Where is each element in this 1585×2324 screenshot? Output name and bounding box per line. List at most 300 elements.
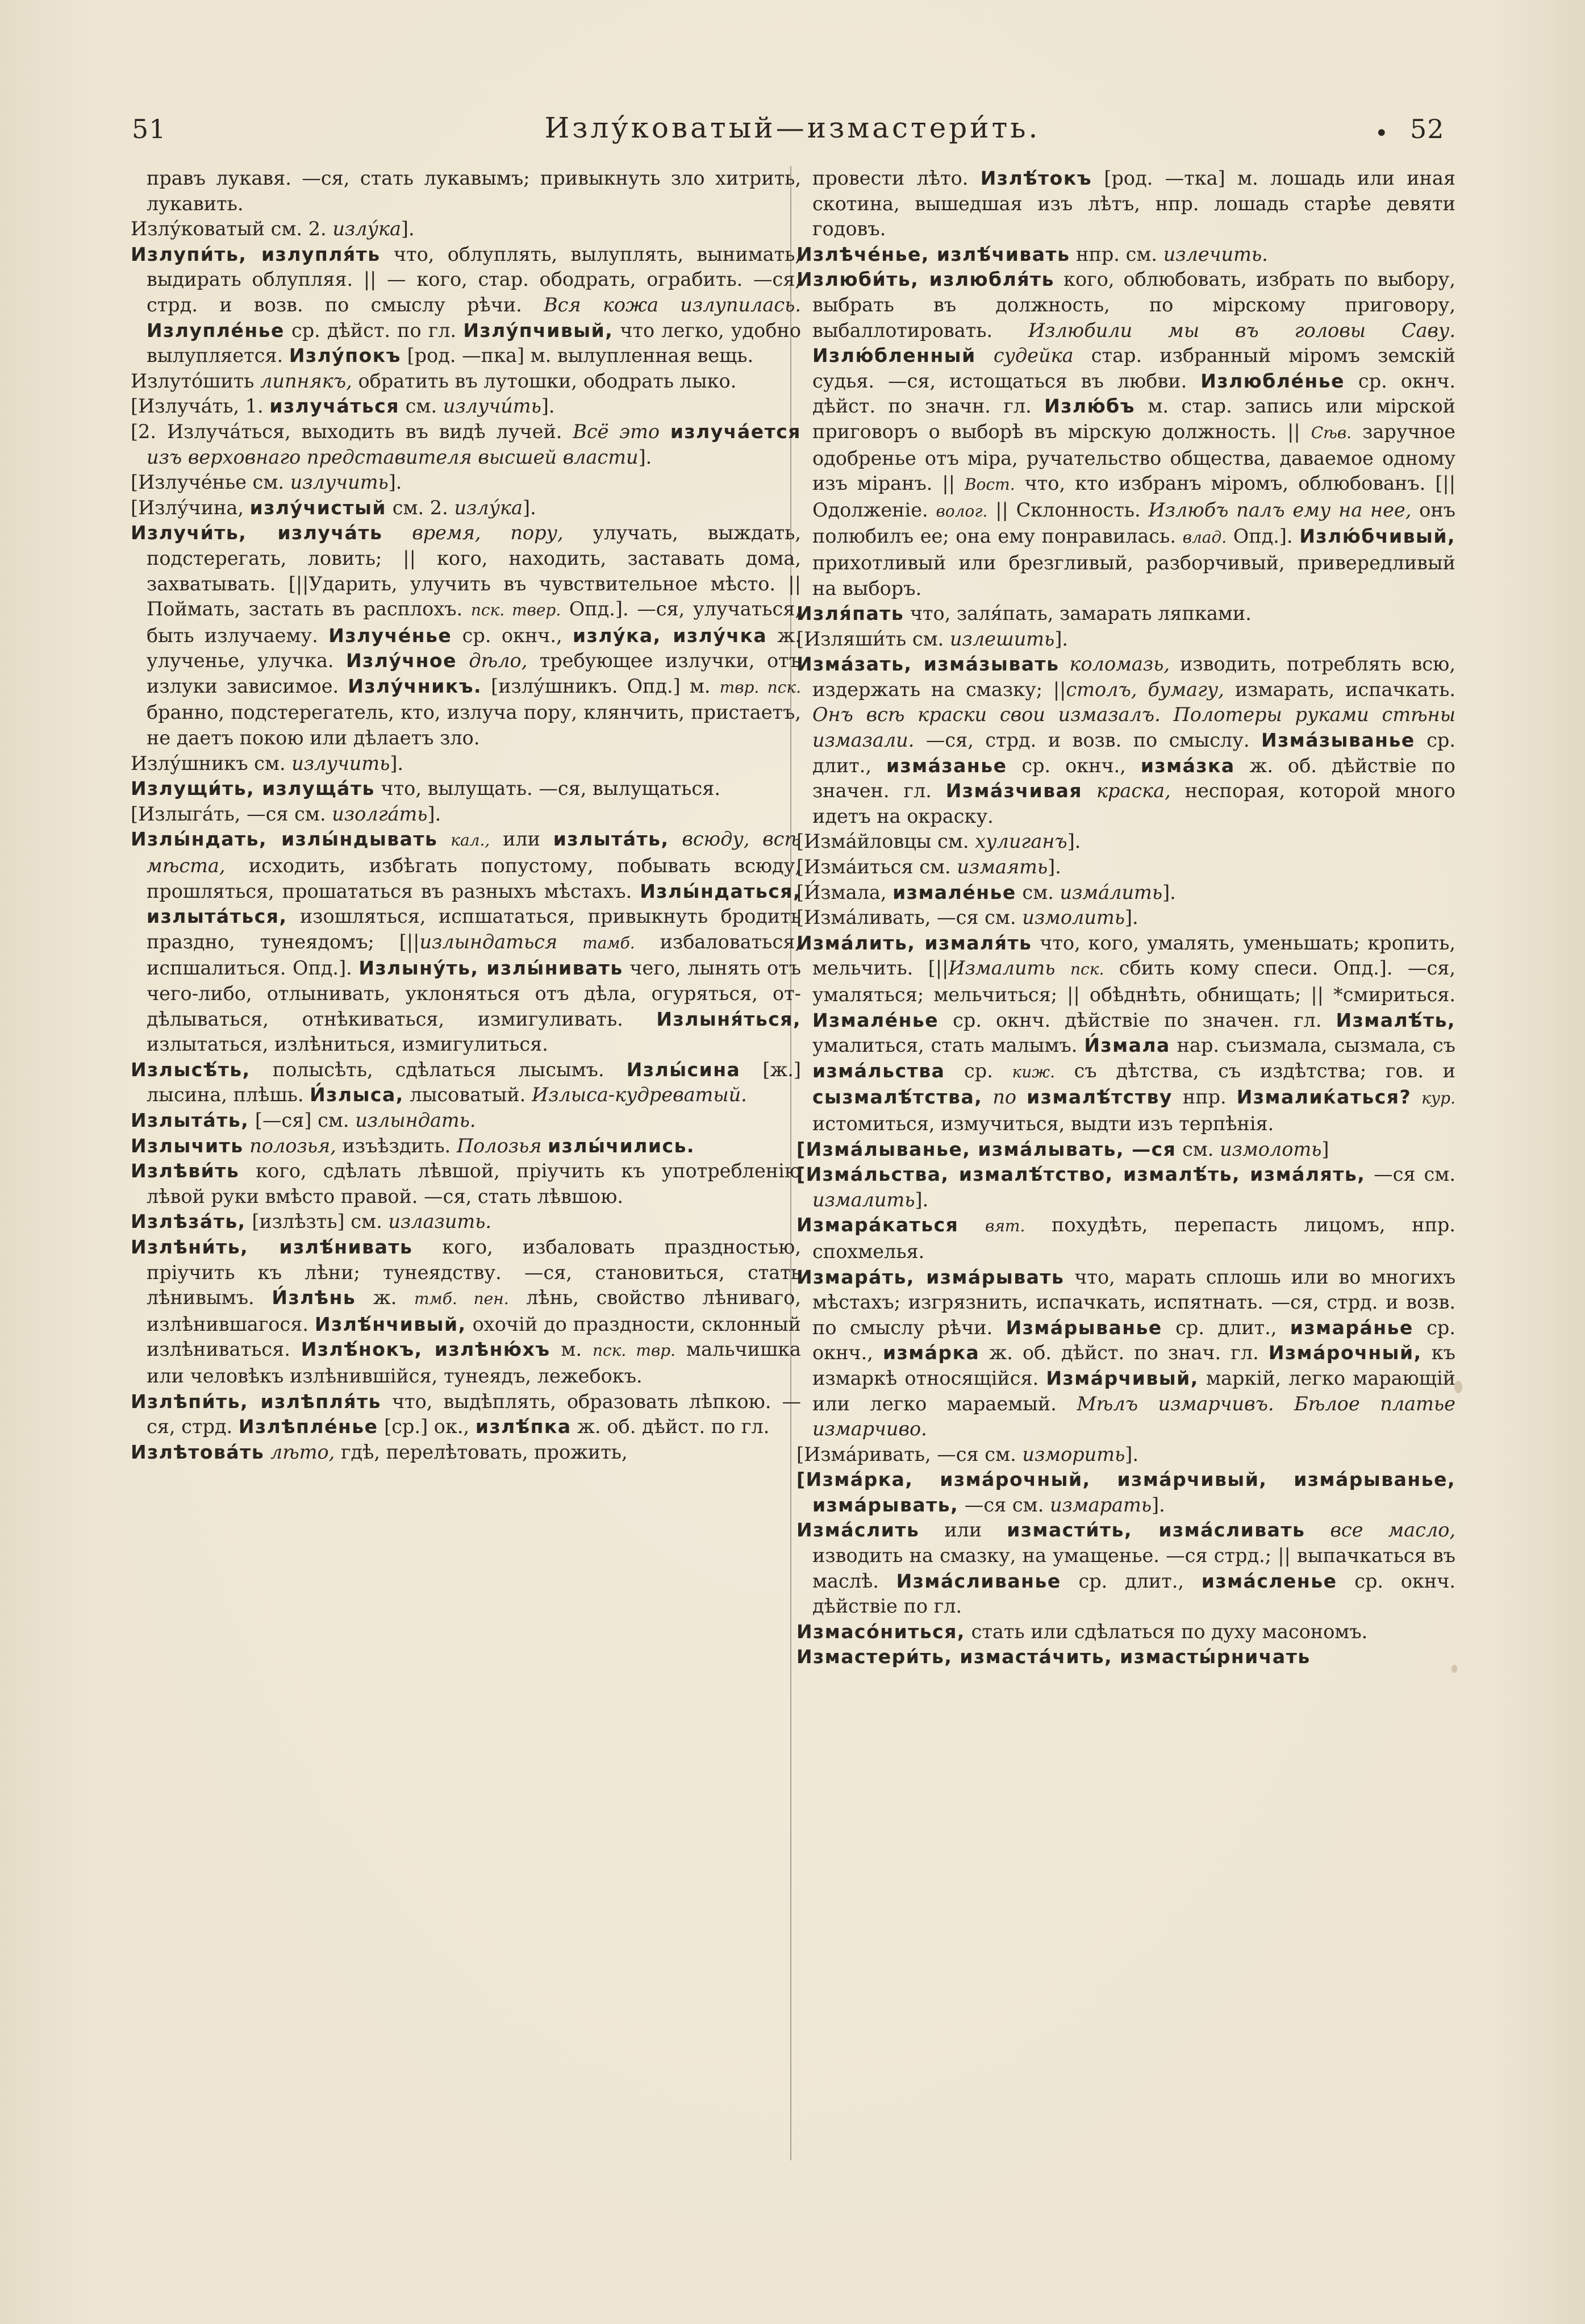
dictionary-entry [796,1162,1455,1213]
headword: Изля́пать [796,602,904,625]
dictionary-entry [796,1619,1455,1645]
entry-text: [Изма́ливать, —ся см. [796,906,1023,929]
italic-text: коломазь, [1069,653,1170,676]
headword: Изма́зчивая [945,780,1083,802]
dictionary-entry [796,1518,1455,1619]
italic-text: излешить [949,627,1055,650]
entry-text: измарать, испачкать. [1224,678,1455,701]
dictionary-entry [796,166,1455,242]
entry-text: кого, сдѣлать лѣвшой, пріучить къ употребленію лѣвой руки вмѣсто правой. —ся, стать лѣвшою. [147,1160,801,1207]
headword: Измара́каться [796,1214,959,1236]
headword: изма́льства [812,1059,945,1082]
dictionary-entry [131,751,801,777]
italic-text: пск. [1070,960,1104,979]
entry-text: [Излу́чина, [131,496,250,519]
entry-text: [Изма́йловцы см. [796,830,975,853]
headword: И́злыса, [310,1084,404,1106]
dictionary-entry [796,267,1455,601]
dictionary-entry [796,1265,1455,1442]
headword: Излѣни́ть, излѣ́нивать [131,1235,413,1258]
headword: Излыта́ть, [131,1109,249,1131]
entry-text: [ср.] ок., [378,1415,476,1438]
entry-text: похудѣть, перепасть лицомъ, нпр. спохмелья. [812,1214,1455,1263]
entry-text: что, заля́пать, замарать ляпками. [904,602,1252,625]
entry-text: см. 2. [386,496,454,519]
dictionary-entry [131,369,801,394]
dictionary-entry [796,1137,1455,1163]
entry-text: ]. [523,496,536,519]
italic-text: излу́ка [454,496,523,519]
headword: Излѣ́нчивый, [314,1313,466,1335]
entry-text: полысѣть, сдѣлаться лысымъ. [250,1058,627,1081]
headword: Излыня́ться, [656,1007,801,1030]
entry-text: лѣнь, свойство лѣниваго, излѣнившагося. [147,1286,801,1335]
italic-text: киж. [1012,1062,1056,1081]
italic-text: излучить [291,752,390,774]
headword: Излучи́ть, излуча́ть [131,522,383,544]
entry-text: || Склонность. [987,498,1149,521]
dictionary-entry [131,242,801,369]
entry-text: Излуто́шить [131,369,261,392]
headword: измале́нье [892,881,1016,903]
headword: изма́занье [886,754,1007,777]
dictionary-entry [796,855,1455,880]
entry-text: ]. [1054,627,1069,650]
italic-text: измолоть [1220,1138,1322,1160]
headword: Излупле́нье [147,319,285,341]
headword: Изма́слить [796,1519,920,1542]
entry-text: [Изляши́ть см. [796,627,950,650]
headword: Излѣ́нокъ, излѣню́хъ [301,1338,550,1361]
entry-text: исходить, избѣгать попустому, побывать всюду, прошляться, прошататься въ разныхъ мѣстахъ. [147,855,801,902]
entry-text: изводить, потреблять всю, издержать на смазку; || [812,653,1455,701]
dictionary-entry [131,827,801,1057]
entry-text: что легко, удобно вылупляется. [147,319,801,367]
dictionary-entry [131,1134,801,1159]
headword: Измасо́ниться, [796,1620,965,1643]
italic-text: изолга́ть [332,802,428,825]
headword: Изма́лить, измаля́ть [796,931,1032,954]
page-number-left: 51 [132,114,166,144]
italic-text: пск. твр. [592,1341,676,1360]
entry-text: Опд.]. —ся, улучаться, быть излучаему. [147,598,802,647]
entry-text: ж. об. дѣйст. по гл. [571,1415,770,1438]
entry-text: ]. [390,752,404,774]
entry-text: съ дѣтства, съ издѣтства; гов. и [1055,1059,1455,1082]
headword: [Изма́рка, изма́рочный, изма́рчивый, изма́рыванье, изма́рывать, [796,1468,1455,1516]
italic-text: Сѣв. [1311,423,1352,442]
entry-text: м. [550,1338,593,1361]
entry-text: ср. окнч. дѣйствіе по значен. гл. [939,1009,1336,1031]
headword: сызмалѣ́тства, [812,1086,983,1109]
entry-text: [Излыга́ть, —ся см. [131,802,332,825]
dictionary-entry [131,520,801,751]
dictionary-entry [131,166,801,216]
dictionary-entry [131,1389,801,1440]
entry-text: ср. длит., [1061,1569,1202,1592]
entry-text [1082,780,1096,802]
entry-text [660,420,670,443]
headword: И́злѣнь [272,1286,356,1309]
dictionary-entry [796,905,1455,931]
entry-text [1016,1086,1027,1108]
entry-text: [излѣзть] см. [245,1210,389,1233]
entry-text: излытаться, излѣниться, измигулиться. [147,1033,548,1056]
entry-text: къ измаркѣ относящійся. [812,1342,1455,1389]
headword: Излущи́ть, излуща́ть [131,777,375,800]
headword: Излы́ндаться, излыта́ться, [147,880,801,928]
headword: Измалѣ́ть, [1336,1009,1455,1031]
entry-text: ] [1321,1138,1329,1160]
headword: Излѣ́токъ [980,167,1092,189]
italic-text: столъ, бумагу, [1066,678,1224,701]
entry-text: нпр. [1172,1086,1237,1109]
italic-text: волог. [936,501,988,520]
entry-text: провести лѣто. [812,167,981,189]
entry-text [1060,653,1070,675]
headword: Излуче́нье [328,624,452,647]
italic-text: излу́ка [332,218,401,240]
italic-text: вят. [985,1217,1025,1236]
headword: Излюби́ть, излюбля́ть [796,268,1055,291]
entry-text [669,828,682,850]
italic-text: время, пору, [412,522,564,544]
dictionary-entry [131,1235,801,1389]
italic-text: твр. пск. [719,677,801,697]
entry-text: маркій, легко марающій или легко мараемый. [812,1367,1455,1415]
dictionary-entry [796,829,1455,855]
entry-text: ср. окнч., [452,624,573,647]
entry-text: кого, избаловать праздностью, пріучить къ лѣни; тунеядству. —ся, становиться, стать лѣнивымъ. [147,1235,801,1309]
headword: [Изма́лыванье, изма́лывать, —ся [796,1138,1177,1160]
entry-text: что, кто избранъ міромъ, облюбованъ. [||Одолженіе. [812,472,1455,521]
entry-text: прихотливый или брезгливый, разборчивый, привередливый на выборъ. [812,551,1455,599]
entry-text: стать или сдѣлаться по духу масономъ. [965,1620,1368,1643]
headword: изма́зка [1140,754,1235,777]
entry-text: ]. [1152,1493,1165,1516]
headword: Изма́рчивый, [1046,1367,1199,1389]
headword: И́змала [1084,1034,1170,1057]
headword: изма́рка [882,1342,980,1364]
dictionary-entry [796,1213,1455,1264]
headword: Излычить [131,1134,244,1157]
italic-text: по [992,1086,1017,1109]
dictionary-entry [796,880,1455,906]
dictionary-entry [796,931,1455,1137]
italic-text: все масло, [1330,1519,1456,1542]
entry-text: м. стар. запись или мірской приговоръ о выборѣ въ мірскую должность. || [812,395,1456,443]
headword: Изма́рочный, [1268,1342,1422,1364]
italic-text: всюду, всѣ мѣста, [147,828,801,877]
entry-text: мальчишка или человѣкъ излѣнившійся, тунеядъ, лежебокъ. [147,1338,801,1387]
entry-text [382,522,412,544]
entry-text: —ся см. [1365,1163,1455,1186]
headword: Излу́чное [346,649,457,672]
italic-text: Полозья [456,1134,542,1157]
headword: Излѣпи́ть, излѣпля́ть [131,1390,381,1413]
headword: Излу́чникъ. [348,674,482,697]
dictionary-entry [131,1209,801,1235]
entry-text [958,1214,985,1236]
entry-text: сбить кому спеси. Опд.]. —ся, умаляться; мельчиться; || обѣднѣть, обнищать; || *смириться. [812,957,1455,1006]
entry-text [437,828,451,850]
dictionary-entry [796,242,1455,268]
italic-text: Излюбъ палъ ему на нее, [1148,498,1412,521]
headword: изма́сленье [1201,1569,1337,1592]
italic-text: измолить [1022,906,1125,929]
entry-text: ж. об. дѣйст. по знач. гл. [979,1342,1269,1364]
entry-text: что, вылущать. —ся, вылущаться. [374,777,720,800]
italic-text: изма́лить [1060,881,1163,903]
entry-text: стар. избранный міромъ земскій судья. —ся, истощаться въ любви. [812,344,1456,392]
entry-text: см. 2. [270,218,333,240]
entry-text [457,649,469,672]
entry-text [541,1135,548,1157]
dictionary-entry [131,394,801,419]
italic-text: излучить [290,471,389,494]
entry-text: ср. окнч. дѣйствіе по гл. [812,1569,1455,1618]
entry-text [557,931,582,953]
headword: Излѣче́нье, излѣ́чивать [796,243,1070,265]
headword: Излу́покъ [289,344,401,367]
italic-text: тмб. пен. [414,1289,509,1309]
paper-stain [1451,1665,1457,1673]
entry-text: изъѣздить. [336,1134,457,1157]
entry-text: ]. [388,471,402,494]
italic-text: кур. [1421,1089,1455,1108]
headword: Излѣза́ть, [131,1210,246,1233]
headword: Излѣтова́ть [131,1440,265,1463]
headword: Излу́пчивый, [463,319,614,341]
headword: Измале́нье [812,1009,939,1031]
entry-text [1056,957,1070,979]
entry-text: ср. окнч., [1007,754,1141,777]
italic-text: Вся кожа излупилась. [544,293,802,316]
italic-text: излындаться [419,930,558,953]
entry-text: [род. —пка] м. вылупленная вещь. [401,344,754,367]
dictionary-entry [131,495,801,521]
entry-text: ж. об. дѣйствіе по значен. гл. [812,754,1455,802]
entry-text: бранно, подстерегатель, кто, излуча пору, клянчить, пристаетъ, не даетъ покою или дѣлаетъ зло. [147,701,801,749]
entry-text: [И́змала, [796,881,893,903]
italic-text: Излыса-кудреватый. [531,1084,747,1106]
italic-text: хулиганъ [975,830,1067,853]
dictionary-entry [131,419,801,470]
headword: излу́чистый [249,496,387,519]
headword: измалѣ́тству [1027,1086,1173,1109]
entry-text: [ж.] лысина, плѣшь. [147,1058,801,1106]
entry-text: —ся, стрд. и возв. по смыслу. [914,729,1261,752]
headword: Изма́сливанье [896,1569,1061,1592]
entry-text: что, облуплять, вылуплять, вынимать, выдирать облупляя. || — кого, стар. ободрать, ограбить. —ся, стрд. и возв. по смыслу рѣчи. [147,243,802,316]
entry-text: лысоватый. [403,1084,532,1106]
headword: Измара́ть, изма́рывать [796,1265,1065,1288]
dictionary-entry [131,470,801,495]
italic-text: кал., [451,831,490,850]
entry-text: что, марать сплошь или во многихъ мѣстахъ; изгрязнить, испачкать, испятнать. —ся, стрд. и возв. по смыслу рѣчи. [812,1265,1456,1339]
entry-text: гдѣ, перелѣтовать, прожить, [335,1440,628,1463]
italic-text: Всё это [573,420,660,443]
entry-text: ]. [1124,906,1138,929]
entry-text: ж. [356,1286,414,1309]
entry-text: изошляться, испшататься, привыкнуть бродить праздно, тунеядомъ; [|| [147,905,801,953]
headword: излѣ́пка [475,1415,572,1438]
italic-text: Вост. [965,475,1015,494]
italic-text: измарать [1050,1493,1152,1516]
entry-text: —ся см. [958,1493,1050,1516]
headword: Излы́ндать, излы́ндывать [131,828,438,851]
dictionary-entry [796,627,1455,652]
left-column [131,166,801,1465]
italic-text: лѣто, [270,1440,335,1463]
dictionary-entry [131,802,801,827]
dictionary-entry [796,1467,1455,1518]
running-head: Излу́коватый—измастери́ть. [544,111,1041,144]
headword: Измалиќаться? [1236,1086,1412,1109]
headword: излуча́ется [670,420,801,443]
entry-text: ср. [945,1059,1012,1082]
dictionary-entry [131,776,801,802]
dictionary-entry [131,1057,801,1108]
headword: Измастери́ть, измаста́чить, измасты́рничать [796,1646,1311,1668]
entry-text [976,344,994,366]
entry-text: неспорая, которой много идетъ на окраску. [812,780,1455,827]
headword: излу́ка, излу́чка [573,624,768,647]
entry-text: ]. [541,395,555,418]
entry-text [1305,1519,1330,1541]
entry-text: онъ полюбилъ ее; она ему понравилась. [812,498,1455,548]
dictionary-entry [131,1159,801,1209]
entry-text: ]. [638,445,652,468]
entry-text: ]. [1048,856,1061,878]
entry-text: чего, лынять отъ чего-либо, отлынивать, уклоняться отъ дѣла, огуряться, отдѣлываться, отнѣкиваться, измигуливать. [147,957,802,1030]
entry-text [264,1441,270,1463]
italic-text: излучи́ть [443,395,541,418]
entry-text: обратить въ лутошки, ободрать лыко. [352,369,737,392]
entry-text [244,1135,250,1157]
headword: Излюбле́нье [1200,369,1345,392]
entry-text: [2. Излуча́ться, выходить въ видѣ лучей. [131,420,573,443]
italic-text: измаять [957,856,1048,878]
entry-text: требующее излучки, отъ излуки зависимое. [147,649,801,697]
entry-text: заручное одобренье отъ міра, ручательство общества, даваемое одному изъ міранъ. || [812,420,1455,495]
entry-text: ]. [1162,881,1176,903]
entry-text: изводить на смазку, на умащенье. —ся стрд.; || выпачкаться въ маслѣ. [812,1544,1455,1592]
entry-text: ]. [1125,1443,1138,1465]
headword: Излю́бленный [812,344,976,367]
entry-text: что, выдѣплять, образовать лѣпкою. —ся, стрд. [147,1390,801,1438]
italic-text: краска, [1096,780,1171,802]
italic-text: Мѣлъ измарчивъ. Бѣлое платье измарчиво. [812,1392,1455,1440]
dictionary-entry [796,652,1455,829]
entry-text: [излу́шникъ. Опд.] м. [482,674,720,697]
headword: [Изма́льства, измалѣ́тство, измалѣ́ть, изма́лять, [796,1163,1366,1186]
headword: Излупи́ть, излупля́ть [131,243,381,265]
headword: Изма́рыванье [1006,1316,1162,1339]
dictionary-entry [796,1644,1455,1670]
dictionary-entry [131,1440,801,1465]
entry-text: ]. [401,218,415,240]
entry-text: ср. длит., [812,729,1455,777]
entry-text: Излу́коватый [131,218,271,240]
entry-text: Излу́шникъ см. [131,752,292,774]
entry-text: кого, облюбовать, избрать по выбору, выбрать въ должность, по мірскому приговору, выбаллотировать. [812,268,1455,341]
headword: измасти́ть, изма́сливать [1007,1519,1305,1542]
headword: Излю́бъ [1044,395,1136,418]
entry-text: [Изма́ривать, —ся см. [796,1443,1023,1465]
entry-text: умалиться, стать малымъ. [812,1034,1085,1057]
entry-text: [Излуча́ть, 1. [131,395,270,418]
entry-text [982,1086,992,1108]
entry-text: что, кого, умалять, уменьшать; кропить, мельчить. [|| [812,931,1455,980]
entry-text: [Излуче́нье см. [131,471,290,494]
italic-text: изъ верховнаго представителя высшей власти [147,445,639,468]
entry-text: [—ся] см. [249,1109,356,1131]
italic-text: пск. твер. [470,601,561,620]
entry-text: [род. —тка] м. лошадь или иная скотина, вышедшая изъ лѣтъ, нпр. лошадь старѣе девяти годовъ. [812,167,1455,240]
headword: Излы́сина [626,1058,741,1081]
entry-text: ]. [915,1188,929,1211]
dictionary-entry [796,1442,1455,1468]
entry-text: Опд.]. [1227,525,1300,548]
entry-text: правъ лукавя. —ся, стать лукавымъ; привыкнуть зло хитрить, лукавить. [147,167,801,215]
entry-text: или [919,1519,1007,1542]
headword: Изма́зыванье [1261,729,1415,752]
entry-text: ]. [1067,830,1081,853]
headword: Излѣпле́нье [238,1415,378,1438]
paper-stain [1454,1381,1462,1393]
entry-text: ]. [427,802,441,825]
italic-text: тамб. [582,933,635,952]
entry-text: нар. съизмала, сызмала, съ [1170,1034,1455,1057]
entry-text: ср. окнч., [812,1316,1455,1364]
header-dot: • [1375,120,1388,147]
entry-text: [Изма́иться см. [796,856,957,878]
italic-text: Излюбили мы въ головы Саву. [1028,319,1455,341]
entry-text: см. [1176,1138,1220,1160]
italic-text: судейка [993,344,1074,367]
page-number-right: 52 [1410,114,1445,144]
right-column [796,166,1455,1670]
dictionary-entry [131,216,801,242]
italic-text: изморить [1022,1443,1125,1465]
italic-text: влад. [1182,528,1227,547]
headword: излыта́ть, [553,828,669,851]
italic-text: Онъ всѣ краски свои измазалъ. Полотеры руками стѣны измазали. [812,703,1455,752]
entry-text: ср. длит., [1162,1316,1290,1339]
entry-text: или [490,828,553,851]
headword: Излѣви́ть [131,1160,240,1182]
entry-text: охочій до праздности, склонный излѣниваться. [147,1313,801,1361]
italic-text: измалить [812,1188,915,1211]
entry-text: ж. улученье, улучка. [147,624,801,672]
headword: Излысѣ́ть, [131,1058,251,1081]
entry-text: улучать, выждать, подстерегать, ловить; || кого, находить, заставать дома, захватывать. [||Ударить, улучить въ чувствительное мѣсто. ||Поймать, застать въ расплохъ. [147,522,801,620]
headword: излуча́ться [269,395,400,418]
entry-text: см. [399,395,443,418]
italic-text: излечить. [1163,243,1268,265]
entry-text: ср. окнч. дѣйст. по значн. гл. [812,369,1455,418]
italic-text: полозья, [249,1134,336,1157]
italic-text: липнякъ, [260,369,352,392]
entry-text: избаловаться, испшалиться. Опд.]. [147,930,801,980]
entry-text: ср. дѣйст. по гл. [284,319,464,341]
headword: Излю́бчивый, [1299,525,1455,548]
italic-text: Измалить [948,957,1056,980]
dictionary-entry [131,1108,801,1134]
entry-text [1411,1086,1421,1108]
headword: Изма́зать, изма́зывать [796,653,1060,676]
